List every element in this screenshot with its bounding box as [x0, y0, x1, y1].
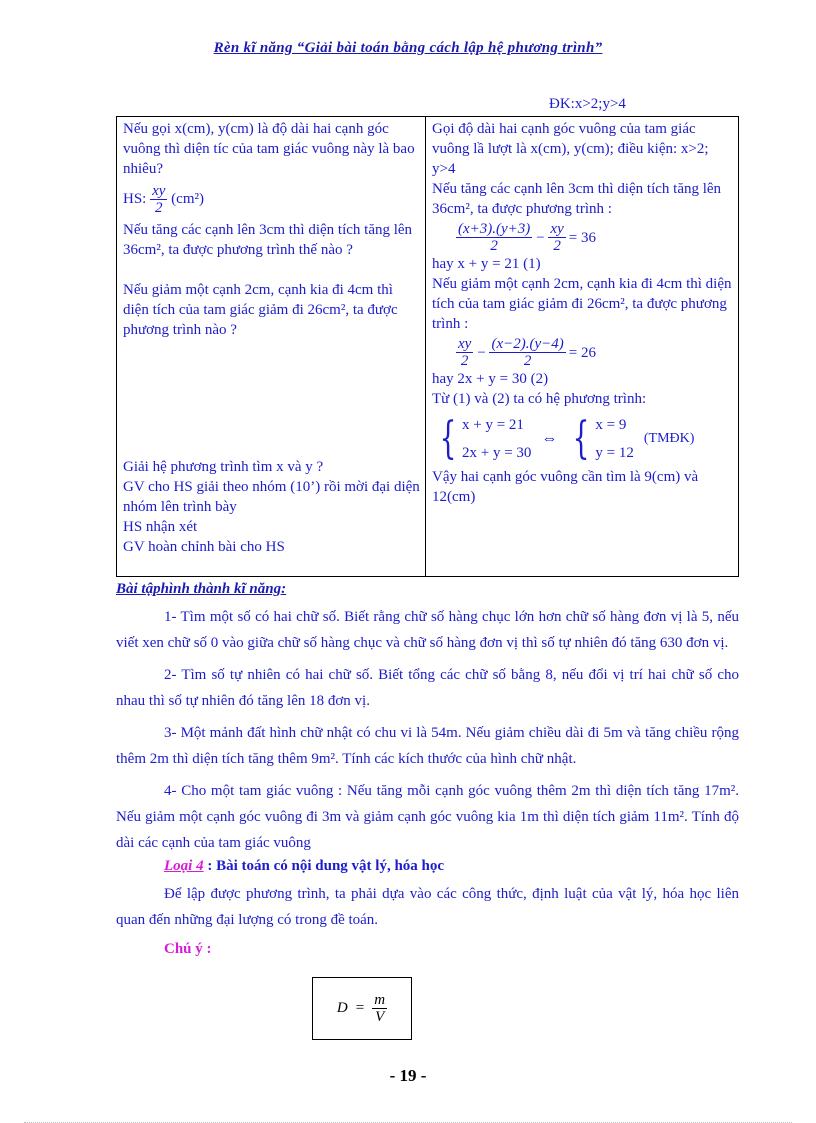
- hs-answer: HS: $\frac{xy}{2}$ (cm²): [123, 183, 204, 216]
- condition-note: ĐK:x>2;y>4: [549, 96, 626, 112]
- exercise-1: 1- Tìm một số có hai chữ số. Biết rằng chữ số hàng chục lớn hơn chữ số hàng đơn vị là 5, nếu viết xen chữ số 0 vào giữa chữ số hàng chục và chữ số hàng đơn vị thì số tự nhiên đó tăng 630 đơn vị.: [116, 609, 739, 651]
- section-title: Bài tậphình thành kĩ năng:: [116, 581, 287, 597]
- answer-3: hay x + y = 21 (1): [432, 256, 541, 272]
- note-label: Chú ý :: [164, 941, 212, 957]
- question-4: Giải hệ phương trình tìm x và y ?: [123, 459, 324, 475]
- student-column: [426, 117, 739, 577]
- equivalence-arrow: ⇔: [541, 430, 558, 447]
- question-2: Nếu tăng các cạnh lên 3cm thì diện tích tăng lên 36cm², ta được phương trình thế nào ?: [123, 222, 413, 258]
- answer-5: hay 2x + y = 30 (2): [432, 371, 549, 387]
- equation-2: $\frac{xy}{2}$ − $\frac{(x-2).(y-4)}{2}$ = 26: [458, 336, 596, 369]
- question-1: Nếu gọi x(cm), y(cm) là độ dài hai cạnh góc vuông thì diện tíc của tam giác vuông này là bao nhiêu?: [123, 121, 415, 177]
- answer-4: Nếu giảm một cạnh 2cm, cạnh kia đi 4cm thì diện tích của tam giác giảm đi 26cm², ta được phương trình :: [432, 276, 732, 332]
- exercise-section: [116, 581, 739, 958]
- answer-1: Gọi độ dài hai cạnh góc vuông của tam giác vuông lầ lượt là x(cm), y(cm); điều kiện: x>2; y>4: [432, 121, 709, 177]
- question-3: Nếu giảm một cạnh 2cm, cạnh kia đi 4cm thì diện tích của tam giác giảm đi 26cm², ta được phương trình nào ?: [123, 282, 398, 338]
- page-number: - 19 -: [389, 1066, 427, 1085]
- teacher-column: [117, 117, 426, 577]
- page-header: Rèn kĩ năng “Giải bài toán bằng cách lập hệ phương trình”: [213, 40, 603, 56]
- left-brace-icon: {: [573, 413, 590, 464]
- density-formula: D = $\frac{m}{V}$: [312, 977, 412, 1040]
- answer-7: Vậy hai cạnh góc vuông cần tìm là 9(cm) và 12(cm): [432, 469, 699, 505]
- question-7: GV hoàn chỉnh bài cho HS: [123, 539, 285, 555]
- type-intro: Để lập được phương trình, ta phải dựa vào các công thức, định luật của vật lý, hóa học liên quan đến những đại lượng có trong đề toán.: [116, 886, 739, 928]
- equation-system: { x + y = 21 2x + y = 30 ⇔ { x = 9 y = 12 (TMĐK): [439, 413, 695, 464]
- exercise-2: 2- Tìm số tự nhiên có hai chữ số. Biết tổng các chữ số bằng 8, nếu đổi vị trí hai chữ số cho nhau thì số tự nhiên đó tăng lên 18 đơn vị.: [116, 667, 739, 709]
- lesson-table: [116, 116, 739, 577]
- exercise-3: 3- Một mảnh đất hình chữ nhật có chu vi là 54m. Nếu giảm chiều dài đi 5m và tăng chiều rộng thêm 2m thì diện tích tăng thêm 9m². Tính các kích thước của hình chữ nhật.: [116, 725, 739, 767]
- question-5: GV cho HS giải theo nhóm (10’) rồi mời đại diện nhóm lên trình bày: [123, 479, 420, 515]
- teacher-steps: [123, 457, 425, 557]
- answer-2: Nếu tăng các cạnh lên 3cm thì diện tích tăng lên 36cm², ta được phương trình :: [432, 181, 722, 217]
- type-heading: Loại 4 : Bài toán có nội dung vật lý, hóa học: [164, 858, 445, 874]
- answer-6: Từ (1) và (2) ta có hệ phương trình:: [432, 391, 647, 407]
- left-brace-icon: {: [439, 413, 457, 464]
- equation-1: $\frac{(x+3).(y+3)}{2}$ − $\frac{xy}{2}$ = 36: [458, 221, 596, 254]
- question-6: HS nhận xét: [123, 519, 198, 535]
- tmdk-note: (TMĐK): [643, 431, 695, 446]
- hs-fraction: $\frac{xy}{2}$: [152, 183, 166, 216]
- exercise-4: 4- Cho một tam giác vuông : Nếu tăng mỗi cạnh góc vuông thêm 2m thì diện tích tăng 17m². Nếu giảm một cạnh góc vuông đi 3m và giảm cạnh góc vuông kia 1m thì diện tích giảm 11m². Tính độ dài các cạnh của tam giác vuông: [116, 783, 739, 851]
